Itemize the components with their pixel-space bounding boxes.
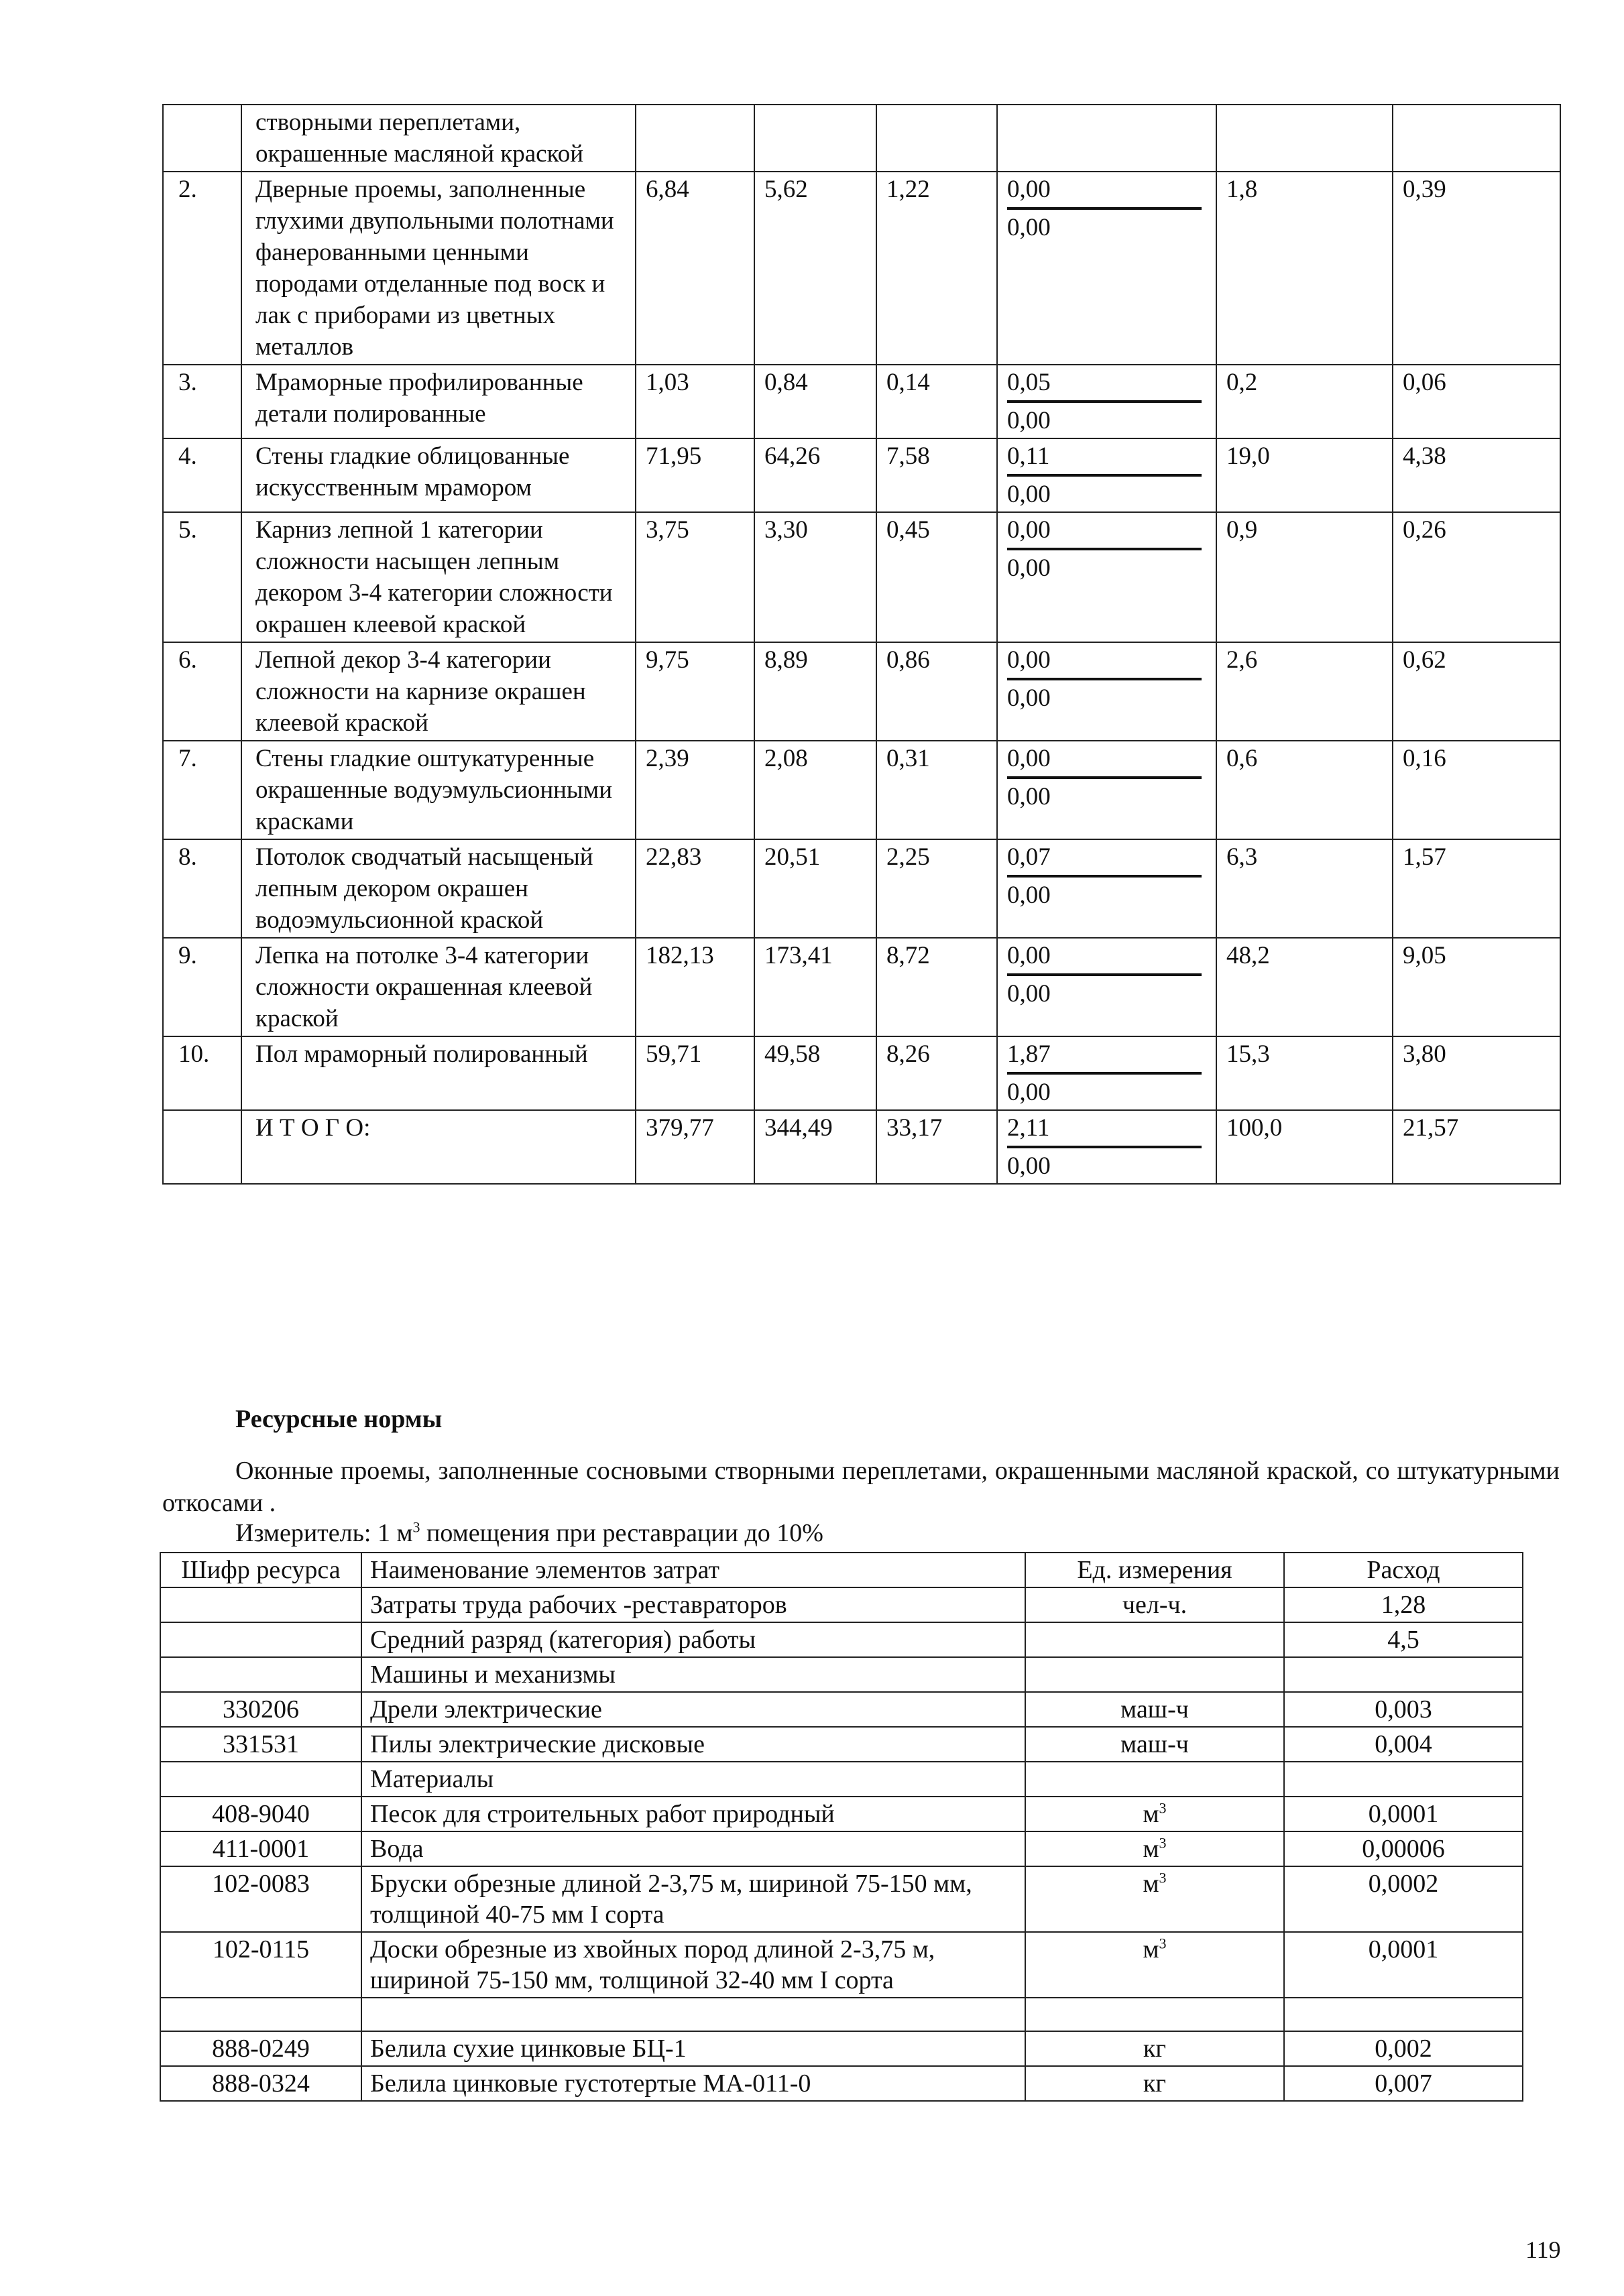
resource-row — [160, 1727, 1523, 1762]
resource-amount: 0,003 — [1284, 1692, 1523, 1727]
resource-amount: 0,0002 — [1284, 1866, 1523, 1932]
fraction-bottom: 0,00 — [1007, 481, 1051, 508]
value-fraction — [997, 172, 1216, 365]
work-name: Лепка на потолке 3-4 категории сложности окрашенная клеевой краской — [241, 938, 636, 1036]
fraction-top: 0,00 — [1007, 743, 1202, 779]
resource-unit — [1025, 1622, 1284, 1657]
row-number: 6. — [163, 642, 241, 741]
value-1: 64,26 — [754, 438, 876, 512]
value-1: 3,30 — [754, 512, 876, 642]
resource-amount: 0,007 — [1284, 2066, 1523, 2101]
resource-amount: 0,002 — [1284, 2031, 1523, 2066]
resource-name: Средний разряд (категория) работы — [361, 1622, 1025, 1657]
value-total: 3,75 — [636, 512, 754, 642]
fraction — [1007, 440, 1202, 510]
cost-row — [163, 642, 1560, 741]
resource-name: Вода — [361, 1831, 1025, 1866]
unit-text: м — [1143, 1935, 1159, 1963]
cost-row — [163, 512, 1560, 642]
value-2: 0,31 — [876, 741, 997, 839]
value-fraction — [997, 512, 1216, 642]
fraction-top: 2,11 — [1007, 1112, 1202, 1148]
value-total: 2,39 — [636, 741, 754, 839]
value-2: 1,22 — [876, 172, 997, 365]
fraction-bottom: 0,00 — [1007, 214, 1051, 241]
resource-amount — [1284, 1657, 1523, 1692]
value-fraction — [997, 642, 1216, 741]
cost-row — [163, 741, 1560, 839]
cost-row — [163, 839, 1560, 938]
resource-code — [160, 1657, 361, 1692]
value-percent: 19,0 — [1216, 438, 1393, 512]
measure-suffix: помещения при реставрации до 10% — [420, 1519, 823, 1547]
value-fraction — [997, 741, 1216, 839]
value-1: 20,51 — [754, 839, 876, 938]
resource-header-row — [160, 1553, 1523, 1587]
unit-sup: 3 — [1159, 1799, 1167, 1817]
header-amount: Расход — [1284, 1553, 1523, 1587]
resource-row — [160, 1622, 1523, 1657]
fraction-bottom: 0,00 — [1007, 684, 1051, 712]
fraction — [1007, 940, 1202, 1010]
unit-text: маш-ч — [1120, 1730, 1189, 1758]
value-last: 4,38 — [1393, 438, 1560, 512]
header-name: Наименование элементов затрат — [361, 1553, 1025, 1587]
value-fraction — [997, 938, 1216, 1036]
resource-amount: 0,0001 — [1284, 1797, 1523, 1831]
resource-unit — [1025, 1727, 1284, 1762]
resource-amount: 4,5 — [1284, 1622, 1523, 1657]
unit-text: чел-ч. — [1122, 1591, 1187, 1619]
fraction — [1007, 841, 1202, 911]
fraction — [1007, 1112, 1202, 1182]
resource-unit — [1025, 2031, 1284, 2066]
resource-row — [160, 1587, 1523, 1622]
resource-row — [160, 1797, 1523, 1831]
resource-name — [361, 1998, 1025, 2031]
value-last: 0,39 — [1393, 172, 1560, 365]
resource-code: 102-0115 — [160, 1932, 361, 1998]
work-name: И Т О Г О: — [241, 1110, 636, 1184]
cost-row — [163, 365, 1560, 438]
fraction — [1007, 174, 1202, 243]
cost-row — [163, 1110, 1560, 1184]
resource-unit — [1025, 1866, 1284, 1932]
value-total: 22,83 — [636, 839, 754, 938]
resource-unit — [1025, 1932, 1284, 1998]
page-number: 119 — [1525, 2236, 1561, 2263]
value-total: 9,75 — [636, 642, 754, 741]
resource-code: 330206 — [160, 1692, 361, 1727]
row-number — [163, 1110, 241, 1184]
value-percent: 100,0 — [1216, 1110, 1393, 1184]
fraction-top: 0,00 — [1007, 644, 1202, 680]
value-percent: 15,3 — [1216, 1036, 1393, 1110]
unit-sup: 3 — [1159, 1834, 1167, 1852]
resource-amount: 1,28 — [1284, 1587, 1523, 1622]
fraction — [1007, 644, 1202, 714]
fraction — [1007, 1038, 1202, 1108]
resource-unit — [1025, 1692, 1284, 1727]
unit-text: кг — [1143, 2035, 1167, 2063]
work-name: Мраморные профилированные детали полированные — [241, 365, 636, 438]
resource-code: 888-0324 — [160, 2066, 361, 2101]
resource-amount: 0,004 — [1284, 1727, 1523, 1762]
measure-line — [235, 1518, 823, 1548]
value-percent: 48,2 — [1216, 938, 1393, 1036]
cost-row — [163, 105, 1560, 172]
cost-row — [163, 438, 1560, 512]
value-2: 0,45 — [876, 512, 997, 642]
cost-table — [162, 104, 1561, 1185]
work-name: Лепной декор 3-4 категории сложности на карнизе окрашен клеевой краской — [241, 642, 636, 741]
value-2: 8,26 — [876, 1036, 997, 1110]
header-unit: Ед. измерения — [1025, 1553, 1284, 1587]
value-last: 1,57 — [1393, 839, 1560, 938]
resource-row — [160, 1657, 1523, 1692]
resource-code — [160, 1622, 361, 1657]
value-total: 71,95 — [636, 438, 754, 512]
resource-row — [160, 1692, 1523, 1727]
value-last: 0,06 — [1393, 365, 1560, 438]
work-name: Стены гладкие облицованные искусственным мрамором — [241, 438, 636, 512]
work-name: Дверные проемы, заполненные глухими двупольными полотнами фанерованными ценными породами отделанные под воск и лак с приборами из цветных металлов — [241, 172, 636, 365]
unit-sup: 3 — [1159, 1935, 1167, 1952]
value-total: 59,71 — [636, 1036, 754, 1110]
resource-code — [160, 1587, 361, 1622]
resource-code: 888-0249 — [160, 2031, 361, 2066]
fraction — [1007, 514, 1202, 584]
value-last: 3,80 — [1393, 1036, 1560, 1110]
value-2 — [876, 105, 997, 172]
resource-code: 102-0083 — [160, 1866, 361, 1932]
value-fraction — [997, 839, 1216, 938]
fraction-bottom: 0,00 — [1007, 882, 1051, 909]
resource-name: Машины и механизмы — [361, 1657, 1025, 1692]
fraction-top: 0,00 — [1007, 514, 1202, 550]
fraction-top: 0,05 — [1007, 367, 1202, 403]
fraction-bottom: 0,00 — [1007, 1152, 1051, 1180]
value-1: 0,84 — [754, 365, 876, 438]
work-name: створными переплетами, окрашенные масляной краской — [241, 105, 636, 172]
resource-name: Затраты труда рабочих -реставраторов — [361, 1587, 1025, 1622]
value-percent: 6,3 — [1216, 839, 1393, 938]
value-2: 2,25 — [876, 839, 997, 938]
value-1 — [754, 105, 876, 172]
resource-name: Дрели электрические — [361, 1692, 1025, 1727]
value-fraction — [997, 365, 1216, 438]
resource-amount — [1284, 1762, 1523, 1797]
fraction-bottom: 0,00 — [1007, 783, 1051, 810]
resource-row — [160, 1762, 1523, 1797]
resource-table — [160, 1552, 1523, 2102]
resource-row — [160, 1831, 1523, 1866]
fraction-top: 0,00 — [1007, 174, 1202, 210]
value-2: 7,58 — [876, 438, 997, 512]
cost-row — [163, 172, 1560, 365]
resource-name: Пилы электрические дисковые — [361, 1727, 1025, 1762]
value-last: 0,62 — [1393, 642, 1560, 741]
cost-row — [163, 1036, 1560, 1110]
unit-text: м — [1143, 1800, 1159, 1828]
value-total: 379,77 — [636, 1110, 754, 1184]
resource-name: Материалы — [361, 1762, 1025, 1797]
resource-name: Доски обрезные из хвойных пород длиной 2-3,75 м, шириной 75-150 мм, толщиной 32-40 мм I сорта — [361, 1932, 1025, 1998]
resource-code: 411-0001 — [160, 1831, 361, 1866]
resource-unit — [1025, 1657, 1284, 1692]
value-fraction — [997, 1036, 1216, 1110]
measure-prefix: Измеритель: 1 м — [235, 1519, 413, 1547]
work-name: Карниз лепной 1 категории сложности насыщен лепным декором 3-4 категории сложности окрашен клеевой краской — [241, 512, 636, 642]
value-total — [636, 105, 754, 172]
resource-unit — [1025, 1587, 1284, 1622]
resource-code: 331531 — [160, 1727, 361, 1762]
header-code: Шифр ресурса — [160, 1553, 361, 1587]
value-total: 6,84 — [636, 172, 754, 365]
value-2: 8,72 — [876, 938, 997, 1036]
fraction — [1007, 367, 1202, 436]
unit-text: маш-ч — [1120, 1695, 1189, 1724]
resource-name: Белила цинковые густотертые МА-011-0 — [361, 2066, 1025, 2101]
resource-name: Песок для строительных работ природный — [361, 1797, 1025, 1831]
work-name: Пол мраморный полированный — [241, 1036, 636, 1110]
resource-code: 408-9040 — [160, 1797, 361, 1831]
cost-row — [163, 938, 1560, 1036]
fraction-top: 1,87 — [1007, 1038, 1202, 1075]
measure-sup: 3 — [412, 1518, 420, 1536]
fraction-top: 0,11 — [1007, 440, 1202, 477]
fraction-top: 0,00 — [1007, 940, 1202, 976]
value-2: 33,17 — [876, 1110, 997, 1184]
row-number: 4. — [163, 438, 241, 512]
unit-text: м — [1143, 1835, 1159, 1863]
section-title: Ресурсные нормы — [235, 1405, 443, 1433]
resource-code — [160, 1998, 361, 2031]
value-total: 182,13 — [636, 938, 754, 1036]
value-2: 0,86 — [876, 642, 997, 741]
resource-amount: 0,00006 — [1284, 1831, 1523, 1866]
fraction — [1007, 743, 1202, 812]
value-last: 0,16 — [1393, 741, 1560, 839]
resource-amount: 0,0001 — [1284, 1932, 1523, 1998]
value-1: 8,89 — [754, 642, 876, 741]
row-number: 2. — [163, 172, 241, 365]
value-1: 49,58 — [754, 1036, 876, 1110]
unit-text: м — [1143, 1870, 1159, 1898]
value-2: 0,14 — [876, 365, 997, 438]
resource-row — [160, 1866, 1523, 1932]
value-1: 344,49 — [754, 1110, 876, 1184]
unit-text: кг — [1143, 2069, 1167, 2098]
resource-row — [160, 2066, 1523, 2101]
row-number: 3. — [163, 365, 241, 438]
resource-row — [160, 1932, 1523, 1998]
value-percent: 1,8 — [1216, 172, 1393, 365]
resource-unit — [1025, 1831, 1284, 1866]
row-number: 10. — [163, 1036, 241, 1110]
resource-row — [160, 2031, 1523, 2066]
work-name: Стены гладкие оштукатуренные окрашенные водуэмульсионными красками — [241, 741, 636, 839]
value-total: 1,03 — [636, 365, 754, 438]
value-fraction — [997, 1110, 1216, 1184]
value-fraction — [997, 105, 1216, 172]
value-1: 2,08 — [754, 741, 876, 839]
value-last — [1393, 105, 1560, 172]
resource-code — [160, 1762, 361, 1797]
value-fraction — [997, 438, 1216, 512]
section-intro: Оконные проемы, заполненные сосновыми створными переплетами, окрашенными масляной краской, со штукатурными откосами . — [162, 1457, 1560, 1517]
resource-name: Белила сухие цинковые БЦ-1 — [361, 2031, 1025, 2066]
fraction-bottom: 0,00 — [1007, 554, 1051, 582]
resource-unit — [1025, 1762, 1284, 1797]
resource-row — [160, 1998, 1523, 2031]
value-last: 9,05 — [1393, 938, 1560, 1036]
value-last: 21,57 — [1393, 1110, 1560, 1184]
work-name: Потолок сводчатый насыщеный лепным декором окрашен водоэмульсионной краской — [241, 839, 636, 938]
row-number — [163, 105, 241, 172]
resource-name: Бруски обрезные длиной 2-3,75 м, шириной 75-150 мм, толщиной 40-75 мм I сорта — [361, 1866, 1025, 1932]
fraction-bottom: 0,00 — [1007, 1079, 1051, 1106]
value-percent: 0,6 — [1216, 741, 1393, 839]
value-percent — [1216, 105, 1393, 172]
row-number: 7. — [163, 741, 241, 839]
fraction-bottom: 0,00 — [1007, 980, 1051, 1008]
unit-sup: 3 — [1159, 1869, 1167, 1886]
resource-unit — [1025, 1797, 1284, 1831]
row-number: 8. — [163, 839, 241, 938]
fraction-bottom: 0,00 — [1007, 407, 1051, 434]
row-number: 5. — [163, 512, 241, 642]
resource-unit — [1025, 1998, 1284, 2031]
value-1: 5,62 — [754, 172, 876, 365]
resource-amount — [1284, 1998, 1523, 2031]
value-1: 173,41 — [754, 938, 876, 1036]
value-percent: 0,2 — [1216, 365, 1393, 438]
resource-unit — [1025, 2066, 1284, 2101]
value-percent: 2,6 — [1216, 642, 1393, 741]
row-number: 9. — [163, 938, 241, 1036]
value-percent: 0,9 — [1216, 512, 1393, 642]
value-last: 0,26 — [1393, 512, 1560, 642]
fraction-top: 0,07 — [1007, 841, 1202, 878]
